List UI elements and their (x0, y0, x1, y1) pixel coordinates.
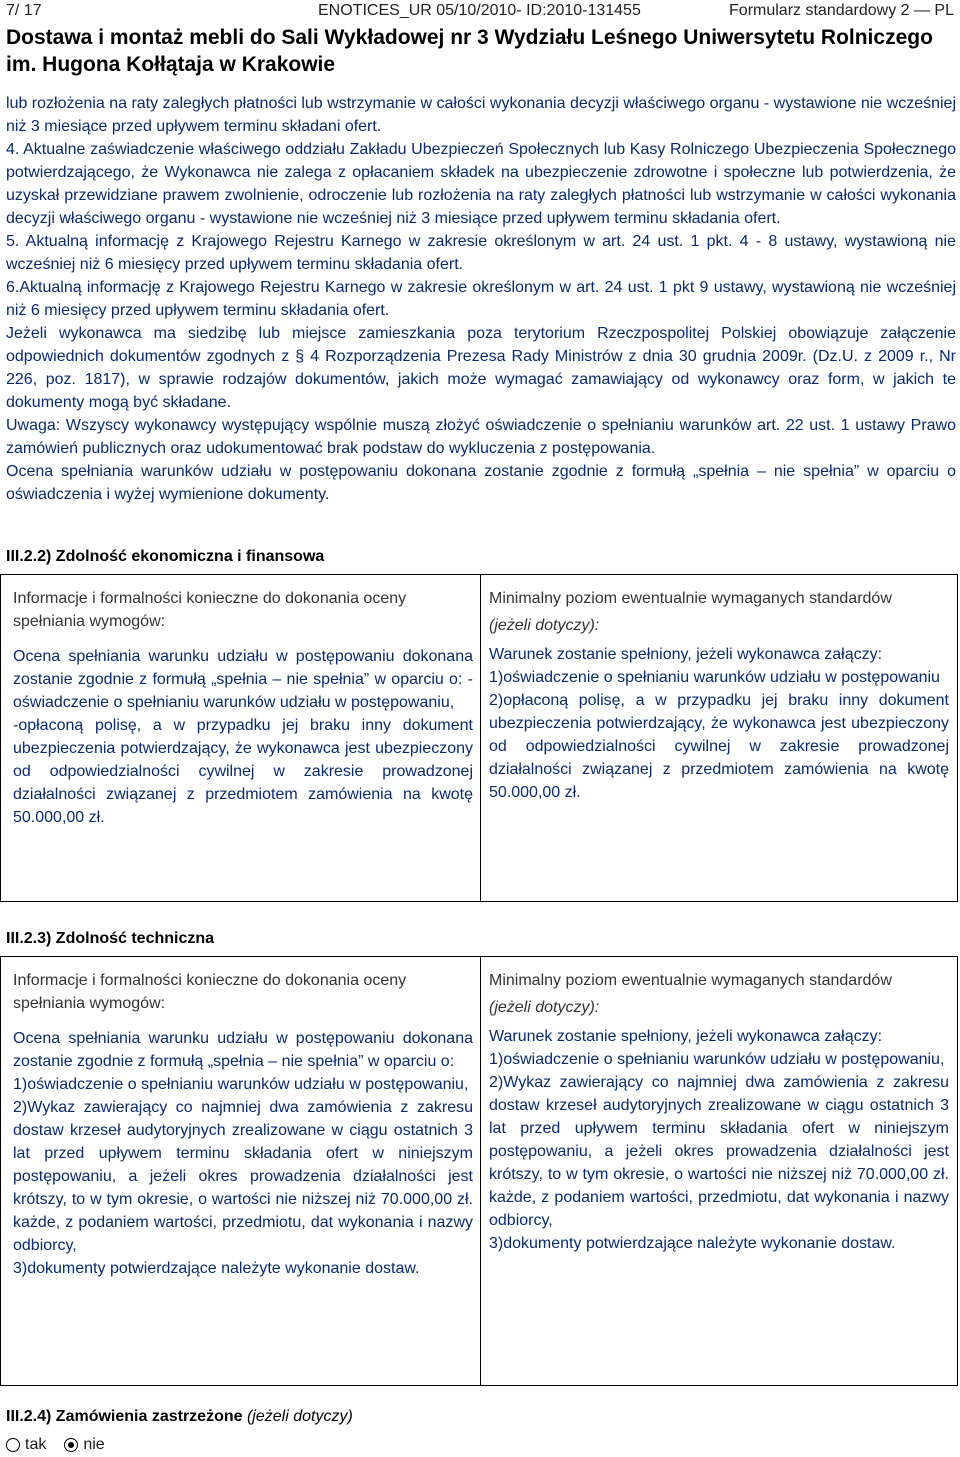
radio-unchecked-icon[interactable] (6, 1438, 20, 1452)
form-name: Formularz standardowy 2 — PL (729, 2, 954, 19)
column-text: Ocena spełniania warunku udziału w postępowaniu dokonana zostanie zgodnie z formułą „spełnia – nie spełnia” w oparciu o: 1)oświadczenie o spełnianiu warunków udziału w postępowaniu, 2)Wykaz zawierający co najmniej dwa zamówienia z zakresu dostaw krzeseł audytoryjnych zrealizowane w ciągu ostatnich 3 lat przed upływem terminu składania ofert w niniejszym postępowaniu, a jeżeli okres prowadzenia działalności jest krótszy, to w tym okresie, o wartości nie niższej niż 70.000,00 zł. każde, z podaniem wartości, przedmiotu, dat wykonania i nazwy odbiorcy, 3)dokumenty potwierdzające należyte wykonanie dostaw. (13, 1030, 473, 1277)
standards-column (489, 969, 949, 1255)
section-heading-text: III.2.3) Zdolność techniczna (6, 930, 215, 947)
column-text: Ocena spełniania warunku udziału w postępowaniu dokonana zostanie zgodnie z formułą „spełnia – nie spełnia” w oparciu o: -oświadczenie o spełnianiu warunków udziału w postępowaniu, -opłaconą polisę, a w przypadku jej braku inny dokument ubezpieczenia potwierdzający, że wykonawca jest ubezpieczony od odpowiedzialności cywilnej w zakresie prowadzonej działalności związanej z przedmiotem zamówienia na kwotę 50.000,00 zł. (13, 648, 473, 826)
section-heading-technical (6, 930, 214, 948)
column-text: Warunek zostanie spełniony, jeżeli wykonawca załączy: 1)oświadczenie o spełnianiu warunków udziału w postępowaniu 2)opłaconą polisę, a w przypadku jej braku inny dokument ubezpieczenia potwierdzający, że wykonawca jest ubezpieczony od odpowiedzialności cywilnej w zakresie prowadzonej działalności związanej z przedmiotem zamówienia na kwotę 50.000,00 zł. (489, 646, 949, 801)
section-heading-note: (jeżeli dotyczy) (246, 1408, 353, 1425)
option-no[interactable] (64, 1436, 104, 1454)
column-note: (jeżeli dotyczy): (489, 617, 600, 634)
column-note: (jeżeli dotyczy): (489, 999, 600, 1016)
column-text: Warunek zostanie spełniony, jeżeli wykonawca załączy: 1)oświadczenie o spełnianiu warunków udziału w postępowaniu, 2)Wykaz zawierający co najmniej dwa zamówienia z zakresu dostaw krzeseł audytoryjnych zrealizowane w ciągu ostatnich 3 lat przed upływem terminu składania ofert w niniejszym postępowaniu, a jeżeli okres prowadzenia działalności jest krótszy, to w tym okresie, o wartości nie niższej niż 70.000,00 zł. każde, z podaniem wartości, przedmiotu, dat wykonania i nazwy odbiorcy, 3)dokumenty potwierdzające należyte wykonanie dostaw. (489, 1028, 949, 1252)
requirements-column (13, 587, 473, 829)
requirements-column (13, 969, 473, 1280)
column-heading: Informacje i formalności konieczne do dokonania oceny spełniania wymogów: (13, 590, 407, 630)
column-heading: Minimalny poziom ewentualnie wymaganych standardów (489, 590, 892, 607)
option-yes-label: tak (25, 1436, 47, 1453)
body-paragraph: 6.Aktualną informację z Krajowego Rejestru Karnego w zakresie określonym w art. 24 ust. 1 pkt 9 ustawy, wystawioną nie wcześniej niż 6 miesięcy przed upływem terminu składania ofert. (6, 279, 956, 319)
body-text (6, 92, 956, 506)
body-paragraph: Ocena spełniania warunków udziału w postępowaniu dokonana zostanie zgodnie z formułą „spełnia – nie spełnia” w oparciu o oświadczenia i wyżej wymienione dokumenty. (6, 463, 956, 503)
section-heading-text: III.2.2) Zdolność ekonomiczna i finansowa (6, 548, 325, 565)
body-paragraph: 5. Aktualną informację z Krajowego Rejestru Karnego w zakresie określonym w art. 24 ust. 1 pkt. 4 - 8 ustawy, wystawioną nie wcześniej niż 6 miesięcy przed upływem terminu składania ofert. (6, 233, 956, 273)
economic-capacity-box (0, 574, 958, 902)
body-paragraph: 4. Aktualne zaświadczenie właściwego oddziału Zakładu Ubezpieczeń Społecznych lub Kasy Rolniczego Ubezpieczenia Społecznego potwierdzającego, że Wykonawca nie zalega z opłacaniem składek na ubezpieczenie zdrowotne i społeczne lub potwierdzenia, że uzyskał przewidziane prawem zwolnienie, odroczenie lub rozłożenia na raty zaległych płatności lub wstrzymanie w całości wykonania decyzji właściwego organu - wystawione nie wcześniej niż 3 miesiące przed upływem terminu składania ofert. (6, 141, 956, 227)
technical-capacity-box (0, 956, 958, 1386)
notice-id: ENOTICES_UR 05/10/2010- ID:2010-131455 (318, 2, 641, 19)
section-heading-economic (6, 548, 324, 566)
page-number: 7/ 17 (6, 2, 42, 19)
body-paragraph: Jeżeli wykonawca ma siedzibę lub miejsce zamieszkania poza terytorium Rzeczpospolitej Polskiej obowiązuje załączenie odpowiednich dokumentów zgodnych z § 4 Rozporządzenia Prezesa Rady Ministrów z dnia 30 grudnia 2009r. (Dz.U. z 2009 r., Nr 226, poz. 1817), w sprawie rodzajów dokumentów, jakich może wymagać zamawiający od wykonawcy oraz form, w jakich te dokumenty mogą być składane. (6, 325, 956, 411)
section-heading-reserved (6, 1408, 353, 1426)
standards-column (489, 587, 949, 804)
column-heading: Informacje i formalności konieczne do dokonania oceny spełniania wymogów: (13, 972, 407, 1012)
page-header (6, 0, 954, 22)
body-paragraph: lub rozłożenia na raty zaległych płatności lub wstrzymanie w całości wykonania decyzji właściwego organu - wystawione nie wcześniej niż 3 miesiące przed upływem terminu składani ofert. (6, 95, 956, 135)
column-heading: Minimalny poziom ewentualnie wymaganych standardów (489, 972, 892, 989)
option-no-label: nie (83, 1436, 105, 1453)
document-title: Dostawa i montaż mebli do Sali Wykładowej nr 3 Wydziału Leśnego Uniwersytetu Rolniczego im. Hugona Kołłątaja w Krakowie (6, 26, 933, 76)
column-divider (480, 957, 481, 1385)
body-paragraph: Uwaga: Wszyscy wykonawcy występujący wspólnie muszą złożyć oświadczenie o spełnianiu warunków art. 22 ust. 1 ustawy Prawo zamówień publicznych oraz udokumentować brak podstaw do wykluczenia z postępowania. (6, 417, 956, 457)
section-heading-text: III.2.4) Zamówienia zastrzeżone (6, 1408, 243, 1425)
radio-checked-icon[interactable] (64, 1438, 78, 1452)
option-yes[interactable] (6, 1436, 46, 1454)
reserved-contracts-options (6, 1436, 105, 1454)
column-divider (480, 575, 481, 901)
